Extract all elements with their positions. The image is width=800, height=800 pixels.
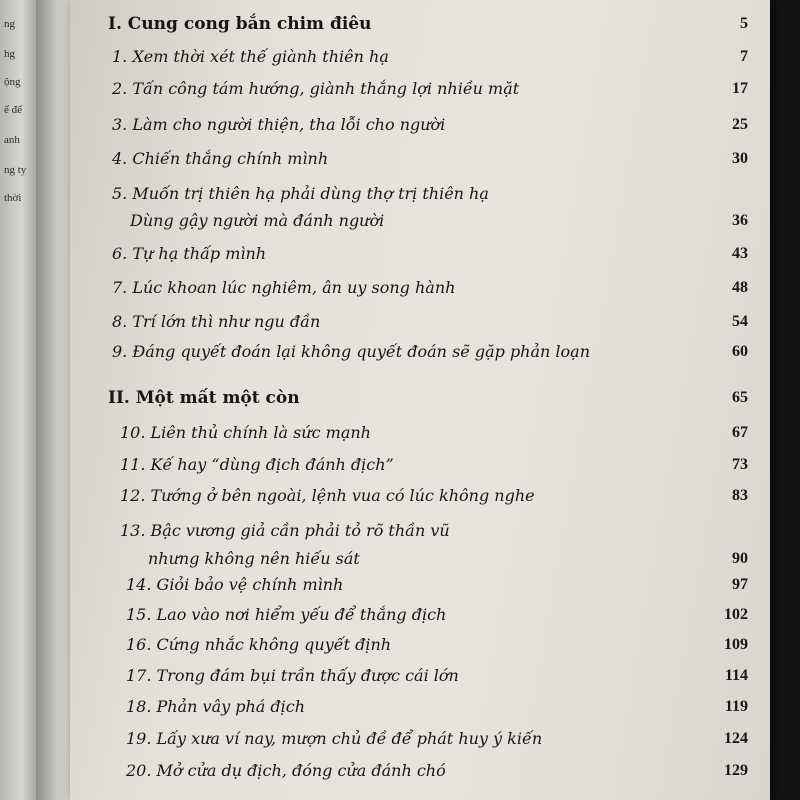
entry-title: 19. Lấy xưa ví nay, mượn chủ đề để phát huy ý kiến bbox=[126, 729, 543, 748]
toc-entry bbox=[70, 75, 770, 103]
toc-entry bbox=[70, 338, 770, 366]
left-page-text-fragment: ể để bbox=[4, 104, 23, 116]
page-number: 83 bbox=[732, 487, 748, 504]
toc-entry bbox=[70, 662, 770, 690]
page-number: 124 bbox=[724, 730, 748, 747]
entry-title: 17. Trong đám bụi trần thấy được cái lớn bbox=[126, 666, 459, 685]
left-page-text-fragment: ng ty bbox=[4, 164, 27, 176]
entry-title: 16. Cứng nhắc không quyết định bbox=[126, 635, 392, 654]
toc-entry-continuation bbox=[70, 545, 770, 573]
page-number: 67 bbox=[732, 424, 748, 441]
left-page-text-fragment: hg bbox=[4, 48, 15, 60]
section-title: I. Cung cong bắn chim điêu bbox=[108, 14, 372, 34]
page-number: 129 bbox=[724, 762, 748, 779]
toc-entry bbox=[70, 482, 770, 510]
entry-title: 3. Làm cho người thiện, tha lỗi cho người bbox=[112, 115, 446, 134]
left-page-text-fragment: ộng bbox=[4, 76, 21, 88]
entry-title: 4. Chiến thắng chính mình bbox=[112, 149, 329, 168]
page-number: 90 bbox=[732, 550, 748, 567]
toc-entry bbox=[70, 145, 770, 173]
toc-section-heading bbox=[70, 384, 770, 412]
left-page-text-fragment: thời bbox=[4, 192, 22, 204]
page-number: 97 bbox=[732, 576, 748, 593]
entry-title: 9. Đáng quyết đoán lại không quyết đoán sẽ gặp phản loạn bbox=[112, 342, 591, 361]
entry-title: 11. Kế hay “dùng địch đánh địch” bbox=[120, 455, 394, 474]
entry-title: 18. Phản vây phá địch bbox=[126, 697, 306, 716]
page-number: 60 bbox=[732, 343, 748, 360]
page-number: 114 bbox=[724, 667, 748, 684]
entry-title: 10. Liên thủ chính là sức mạnh bbox=[120, 423, 371, 442]
page-number: 102 bbox=[724, 606, 748, 623]
page-number: 109 bbox=[724, 636, 748, 653]
page-number: 48 bbox=[732, 279, 748, 296]
entry-title: 15. Lao vào nơi hiểm yếu để thắng địch bbox=[126, 605, 447, 624]
entry-title: 20. Mở cửa dụ địch, đóng cửa đánh chó bbox=[126, 761, 446, 780]
page-number: 17 bbox=[732, 80, 748, 97]
left-page-text-fragment: ng bbox=[4, 18, 15, 30]
toc-entry bbox=[70, 308, 770, 336]
toc-entry bbox=[70, 451, 770, 479]
page-number: 73 bbox=[732, 456, 748, 473]
page-number: 5 bbox=[740, 15, 748, 32]
toc-entry bbox=[70, 240, 770, 268]
page-number: 54 bbox=[732, 313, 748, 330]
left-page-text-fragment: anh bbox=[4, 134, 20, 146]
toc-entry bbox=[70, 43, 770, 71]
entry-title: 13. Bậc vương giả cần phải tỏ rõ thần vũ bbox=[120, 521, 450, 540]
entry-title: 2. Tấn công tám hướng, giành thắng lợi nhiều mặt bbox=[112, 79, 520, 98]
entry-title: 14. Giỏi bảo vệ chính mình bbox=[126, 575, 344, 594]
page-number: 119 bbox=[724, 698, 748, 715]
entry-title: 1. Xem thời xét thế giành thiên hạ bbox=[112, 47, 389, 66]
toc-entry bbox=[70, 631, 770, 659]
entry-title: 8. Trí lớn thì như ngu đần bbox=[112, 312, 321, 331]
entry-title: 12. Tướng ở bên ngoài, lệnh vua có lúc không nghe bbox=[120, 486, 535, 505]
entry-title: 7. Lúc khoan lúc nghiêm, ân uy song hành bbox=[112, 278, 456, 297]
toc-entry-continuation bbox=[70, 207, 770, 235]
entry-title: 6. Tự hạ thấp mình bbox=[112, 244, 267, 263]
toc-entry bbox=[70, 111, 770, 139]
toc-entry bbox=[70, 180, 770, 208]
left-page-edge bbox=[0, 0, 36, 800]
page-number: 36 bbox=[732, 212, 748, 229]
toc-entry bbox=[70, 601, 770, 629]
page-number: 43 bbox=[732, 245, 748, 262]
toc-entry bbox=[70, 571, 770, 599]
toc-entry bbox=[70, 725, 770, 753]
toc-entry bbox=[70, 693, 770, 721]
entry-title: 5. Muốn trị thiên hạ phải dùng thợ trị thiên hạ bbox=[112, 184, 489, 203]
toc-entry bbox=[70, 517, 770, 545]
toc-entry bbox=[70, 274, 770, 302]
toc-entry bbox=[70, 419, 770, 447]
table-of-contents-page bbox=[70, 0, 770, 800]
page-number: 65 bbox=[732, 389, 748, 406]
toc-entry bbox=[70, 757, 770, 785]
entry-title-continuation: Dùng gậy người mà đánh người bbox=[130, 211, 385, 230]
toc-section-heading bbox=[70, 10, 770, 38]
page-number: 25 bbox=[732, 116, 748, 133]
page-number: 7 bbox=[740, 48, 748, 65]
section-title: II. Một mất một còn bbox=[108, 388, 300, 408]
page-number: 30 bbox=[732, 150, 748, 167]
entry-title-continuation: nhưng không nên hiếu sát bbox=[148, 549, 360, 568]
